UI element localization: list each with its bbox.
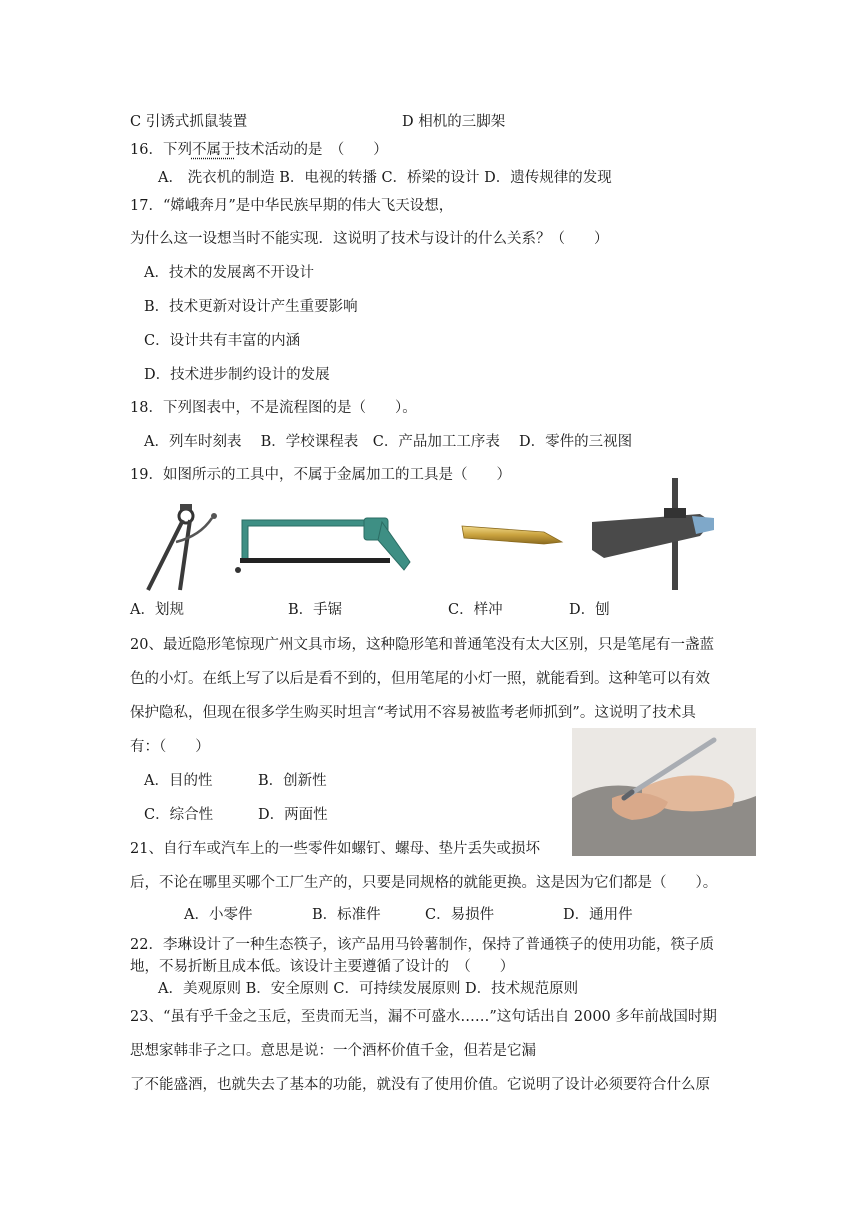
scriber-compass-image xyxy=(140,498,240,596)
question-21-option-c: C．易损件 xyxy=(425,907,495,923)
question-22-line-1: 22．李琳设计了一种生态筷子，该产品用马铃薯制作，保持了普通筷子的使用功能，筷子质 xyxy=(130,937,714,953)
prev-option-d: D 相机的三脚架 xyxy=(402,114,506,130)
question-16-stem-start: 16．下列 xyxy=(130,142,192,158)
question-20-option-b: B．创新性 xyxy=(258,773,327,789)
question-23-line-2: 思想家韩非子之口。意思是说：一个酒杯价值千金，但若是它漏 xyxy=(130,1043,536,1059)
question-17-option-d: D．技术进步制约设计的发展 xyxy=(144,367,330,383)
invisible-pen-photo xyxy=(572,728,756,856)
question-19-option-b: B．手锯 xyxy=(288,602,343,618)
question-16-emphasis: 不属于 xyxy=(191,142,236,158)
question-20-line-3: 保护隐私，但现在很多学生购买时坦言“考试用不容易被监考老师抓到”。这说明了技术具 xyxy=(130,705,696,721)
question-16-stem xyxy=(130,140,388,160)
question-18-options: A．列车时刻表 B．学校课程表 C．产品加工工序表 D．零件的三视图 xyxy=(144,434,633,450)
question-22-options: A．美观原则 B．安全原则 C．可持续发展原则 D．技术规范原则 xyxy=(158,981,579,997)
question-21-option-a: A．小零件 xyxy=(184,907,253,923)
center-punch-image xyxy=(460,512,564,552)
question-16-options: A． 洗衣机的制造 B．电视的转播 C．桥梁的设计 D．遗传规律的发现 xyxy=(158,170,612,186)
question-17-option-c: C．设计共有丰富的内涵 xyxy=(144,333,301,349)
question-17-line-1: 17．“嫦峨奔月”是中华民族早期的伟大飞天设想， xyxy=(130,198,454,214)
question-21-line-1: 21、自行车或汽车上的一些零件如螺钉、螺母、垫片丢失或损坏 xyxy=(130,841,540,857)
question-23-line-1: 23、“虽有乎千金之玉卮，至贵而无当，漏不可盛水……”这句话出自 2000 多年前战国时期 xyxy=(130,1009,717,1025)
question-20-option-a: A．目的性 xyxy=(144,773,213,789)
question-17-line-2: 为什么这一设想当时不能实现．这说明了技术与设计的什么关系？（ ） xyxy=(130,231,609,247)
question-22-line-2: 地，不易折断且成本低。该设计主要遵循了设计的 （ ） xyxy=(130,959,515,975)
question-16-stem-end: 技术活动的是 （ ） xyxy=(235,142,388,158)
question-19-option-a: A．划规 xyxy=(130,602,184,618)
prev-option-c: C 引诱式抓鼠装置 xyxy=(130,114,248,130)
question-19-option-c: C．样冲 xyxy=(448,602,503,618)
question-19-stem: 19．如图所示的工具中，不属于金属加工的工具是（ ） xyxy=(130,467,511,483)
question-17-option-b: B．技术更新对设计产生重要影响 xyxy=(144,299,358,315)
question-20-line-4: 有：（ ） xyxy=(130,739,210,755)
question-21-option-b: B．标准件 xyxy=(312,907,381,923)
question-23-line-3: 了不能盛酒，也就失去了基本的功能，就没有了使用价值。它说明了设计必须要符合什么原 xyxy=(130,1077,710,1093)
hacksaw-image xyxy=(232,512,412,576)
question-21-option-d: D．通用件 xyxy=(563,907,633,923)
plane-image xyxy=(588,478,718,594)
question-20-line-1: 20、最近隐形笔惊现广州文具市场，这种隐形笔和普通笔没有太大区别，只是笔尾有一盏蓝 xyxy=(130,637,714,653)
question-20-option-d: D．两面性 xyxy=(258,807,328,823)
question-21-line-2: 后，不论在哪里买哪个工厂生产的，只要是同规格的就能更换。这是因为它们都是（ ）。 xyxy=(130,875,718,891)
question-20-line-2: 色的小灯。在纸上写了以后是看不到的，但用笔尾的小灯一照，就能看到。这种笔可以有效 xyxy=(130,671,710,687)
question-19-option-d: D．刨 xyxy=(569,602,610,618)
question-18-stem: 18．下列图表中，不是流程图的是（ ）。 xyxy=(130,400,417,416)
question-17-option-a: A．技术的发展离不开设计 xyxy=(144,265,314,281)
question-20-option-c: C．综合性 xyxy=(144,807,214,823)
